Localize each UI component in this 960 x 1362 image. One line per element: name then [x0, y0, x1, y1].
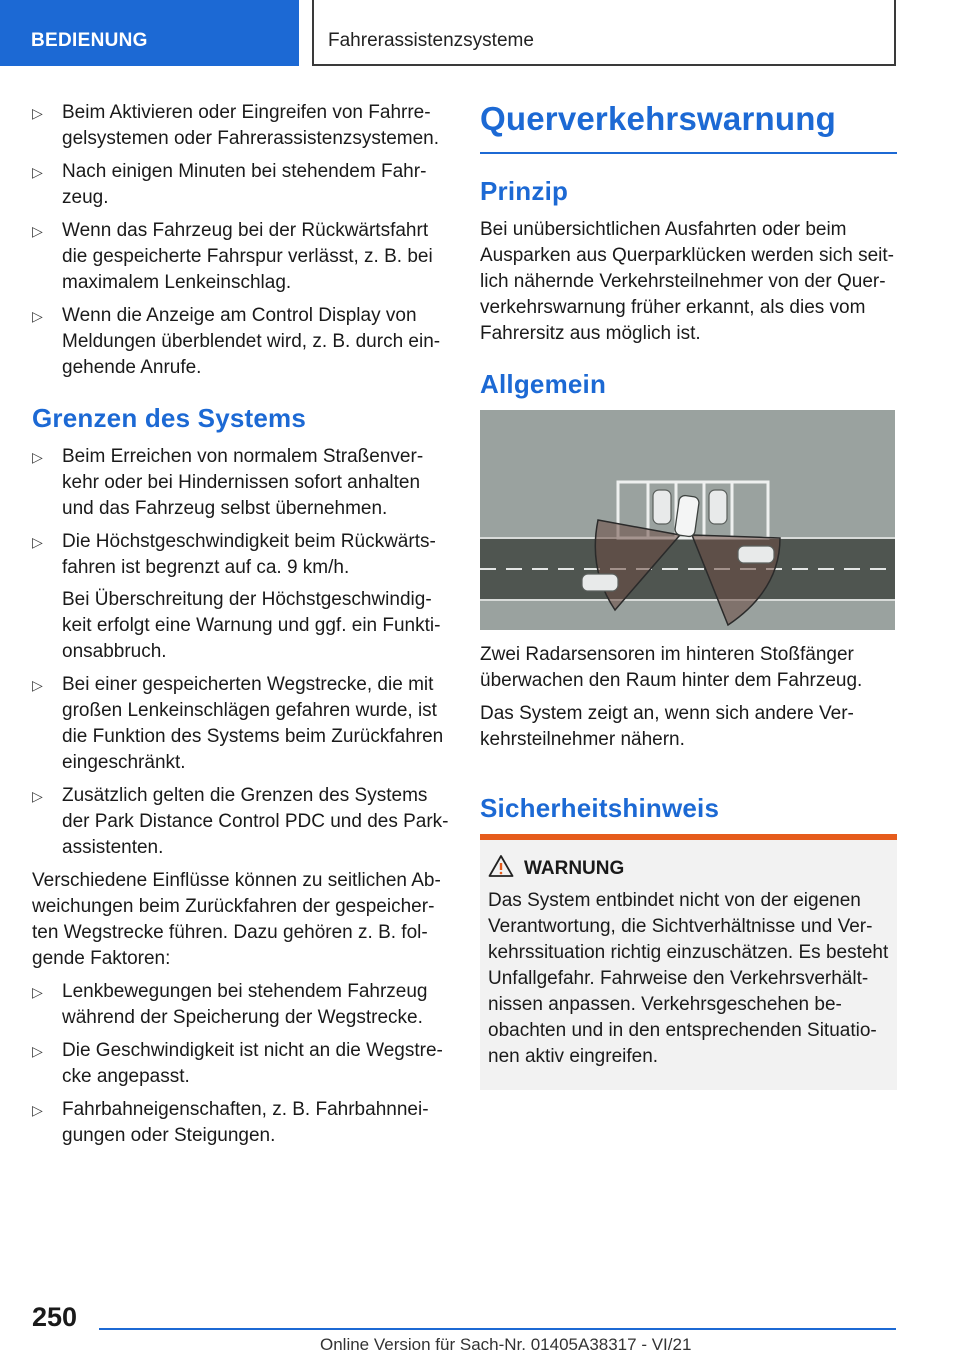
list-item: ▷ Fahrbahneigenschaften, z. B. Fahrbahnneigungen oder Steigungen. [32, 1099, 429, 1146]
warning-header [524, 858, 889, 880]
list-item: ▷ Zusätzlich gelten die Grenzen des Systems der Park Distance Control PDC und des Parkassistenten. [32, 785, 449, 858]
main-heading: Querverkehrswarnung [480, 100, 897, 154]
triangle-bullet-icon: ▷ [32, 1102, 43, 1118]
right-column [480, 100, 897, 1090]
triangle-bullet-icon: ▷ [32, 677, 43, 693]
footer-divider [99, 1328, 896, 1330]
triangle-bullet-icon: ▷ [32, 788, 43, 804]
warning-box [480, 834, 897, 1090]
triangle-bullet-icon: ▷ [32, 984, 43, 1000]
bullet-list-influences [32, 979, 449, 1149]
list-item: ▷ Nach einigen Minuten bei stehendem Fahrzeug. [32, 161, 427, 208]
header-section-tab: BEDIENUNG [0, 0, 299, 66]
list-item: ▷ Die Höchstgeschwindigkeit beim Rückwärtsfahren ist begrenzt auf ca. 9 km/h. Bei Überschreitung der Höchstgeschwindigkeit erfolgt eine Warnung und ggf. ein Funktionsabbruch. [32, 529, 449, 665]
triangle-bullet-icon: ▷ [32, 534, 43, 550]
triangle-bullet-icon: ▷ [32, 164, 43, 180]
warning-triangle-icon [488, 854, 514, 878]
page-number: 250 [32, 1302, 78, 1332]
bullet-list-top [32, 100, 449, 381]
general-heading: Allgemein [480, 369, 607, 399]
bullet-list-limits [32, 444, 449, 861]
left-column [32, 100, 449, 1156]
warning-label: WARNUNG [524, 858, 625, 879]
list-item: ▷ Lenkbewegungen bei stehendem Fahrzeug während der Speicherung der Wegstrecke. [32, 981, 428, 1028]
warning-text: Das System entbindet nicht von der eigenen Verantwortung, die Sichtverhältnisse und Verkehrssituation richtig einzuschätzen. Es besteht Unfallgefahr. Fahrweise den Verkehrsverhältnissen anpassen. Verkehrsgeschehen beobachten und in den entsprechenden Situationen aktiv eingreifen. [488, 890, 889, 1067]
list-item: ▷ Beim Erreichen von normalem Straßenverkehr oder bei Hindernissen sofort anhalten und das Fahrzeug selbst übernehmen. [32, 446, 424, 519]
principle-heading: Prinzip [480, 176, 569, 206]
triangle-bullet-icon: ▷ [32, 308, 43, 324]
triangle-bullet-icon: ▷ [32, 449, 43, 465]
triangle-bullet-icon: ▷ [32, 223, 43, 239]
limits-heading: Grenzen des Systems [32, 403, 307, 433]
header-chapter-title: Fahrerassistenzsysteme [312, 0, 896, 66]
list-item: ▷ Wenn das Fahrzeug bei der Rückwärtsfahrt die gespeicherte Fahrspur verlässt, z. B. bei maximalem Lenkeinschlag. [32, 220, 433, 293]
influences-paragraph: Verschiedene Einflüsse können zu seitlichen Abweichungen beim Zurückfahren der gespeicherten Wegstrecke führen. Dazu gehören z. B. folgende Faktoren: [32, 870, 441, 969]
triangle-bullet-icon: ▷ [32, 1043, 43, 1059]
list-item: ▷ Beim Aktivieren oder Eingreifen von Fahrregelsystemen oder Fahrerassistenzsystemen. [32, 102, 439, 149]
general-paragraph-2: Das System zeigt an, wenn sich andere Verkehrsteilnehmer nähern. [480, 703, 854, 750]
principle-paragraph: Bei unübersichtlichen Ausfahrten oder beim Ausparken aus Querparklücken werden sich seitlich nähernde Verkehrsteilnehmer von der Querverkehrswarnung früher erkannt, als dies vom Fahrersitz aus möglich ist. [480, 219, 894, 344]
footer-version-text: Online Version für Sach-Nr. 01405A38317 - VI/21 [320, 1335, 692, 1354]
cross-traffic-radar-illustration [480, 410, 895, 630]
list-item: ▷ Die Geschwindigkeit ist nicht an die Wegstrecke angepasst. [32, 1040, 443, 1087]
general-paragraph-1: Zwei Radarsensoren im hinteren Stoßfänger überwachen den Raum hinter dem Fahrzeug. [480, 644, 863, 691]
list-item: ▷ Bei einer gespeicherten Wegstrecke, die mit großen Lenkeinschlägen gefahren wurde, ist die Funktion des Systems beim Zurückfahren eingeschränkt. [32, 674, 444, 773]
triangle-bullet-icon: ▷ [32, 105, 43, 121]
list-item-subparagraph: Bei Überschreitung der Höchstgeschwindigkeit erfolgt eine Warnung und ggf. ein Funktionsabbruch. [62, 589, 441, 662]
list-item: ▷ Wenn die Anzeige am Control Display von Meldungen überblendet wird, z. B. durch eingehende Anrufe. [32, 305, 441, 378]
safety-heading: Sicherheitshinweis [480, 793, 720, 823]
